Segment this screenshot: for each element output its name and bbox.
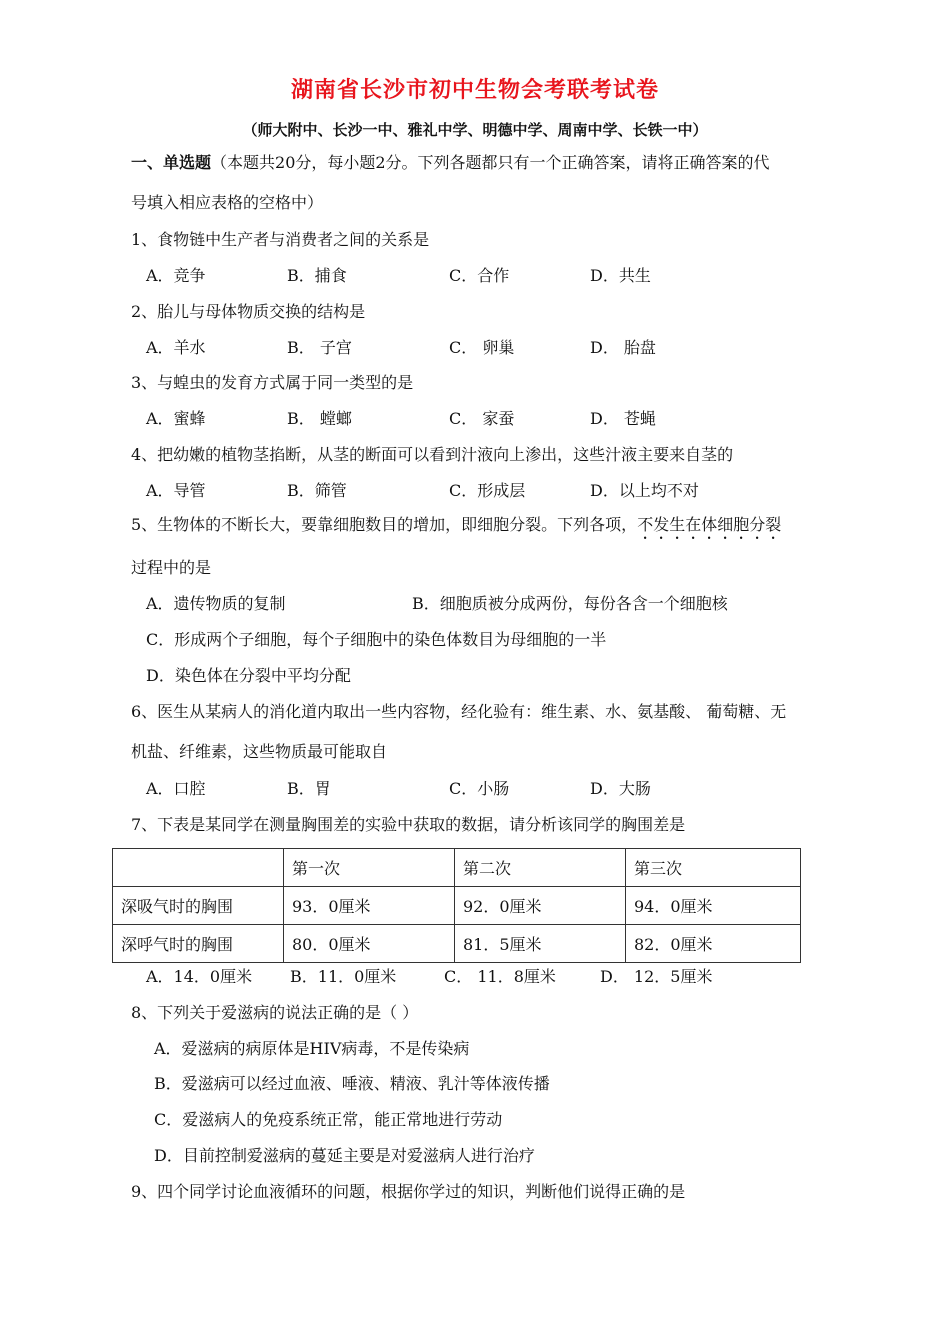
question-6-option-d: D．大肠: [590, 779, 651, 798]
table-cell: 92．0厘米: [455, 887, 626, 925]
exam-title: 湖南省长沙市初中生物会考联考试卷: [290, 78, 659, 103]
section-1-heading: 一、单选题: [131, 153, 212, 172]
question-7-option-a: A．14．0厘米: [146, 967, 253, 986]
chest-measurement-table: [112, 848, 801, 963]
table-header-cell: 第三次: [626, 849, 801, 887]
table-header-cell: [113, 849, 284, 887]
question-1-option-b: B．捕食: [287, 266, 347, 285]
question-5-option-d: D．染色体在分裂中平均分配: [146, 666, 351, 685]
question-5-option-a: A．遗传物质的复制: [146, 594, 286, 613]
question-6-stem-line2: 机盐、纤维素，这些物质最可能取自: [131, 742, 388, 761]
table-cell: 深呼气时的胸围: [113, 925, 284, 963]
question-2-option-a: A．羊水: [146, 338, 206, 357]
question-6-option-c: C．小肠: [449, 779, 510, 798]
question-3-option-b: B． 螳螂: [287, 409, 352, 428]
question-8-option-d: D．目前控制爱滋病的蔓延主要是对爱滋病人进行治疗: [154, 1146, 535, 1165]
exam-subtitle: （师大附中、长沙一中、雅礼中学、明德中学、周南中学、长铁一中）: [242, 121, 708, 139]
question-6-option-a: A．口腔: [146, 779, 206, 798]
question-5-stem-line1: [131, 514, 781, 543]
question-7-option-b: B．11．0厘米: [290, 967, 397, 986]
question-2-stem: 2、胎儿与母体物质交换的结构是: [131, 302, 366, 321]
table-row: [113, 887, 801, 925]
question-1-stem: 1、食物链中生产者与消费者之间的关系是: [131, 230, 430, 249]
table-cell: 93．0厘米: [284, 887, 455, 925]
question-7-stem: 7、下表是某同学在测量胸围差的实验中获取的数据，请分析该同学的胸围差是: [131, 815, 686, 834]
table-row: [113, 925, 801, 963]
question-3-stem: 3、与蝗虫的发育方式属于同一类型的是: [131, 373, 414, 392]
question-3-option-d: D． 苍蝇: [590, 409, 656, 428]
question-8-option-a: A．爱滋病的病原体是HIV病毒，不是传染病: [154, 1039, 470, 1058]
question-4-option-c: C．形成层: [449, 481, 526, 500]
section-1-instruction-line1: （本题共20分，每小题2分。下列各题都只有一个正确答案，请将正确答案的代: [211, 153, 770, 172]
question-6-stem-line1: 6、医生从某病人的消化道内取出一些内容物，经化验有：维生素、水、氨基酸、 葡萄糖、无: [131, 702, 787, 721]
question-8-option-c: C．爱滋病人的免疫系统正常，能正常地进行劳动: [154, 1110, 503, 1129]
question-5-option-b: B．细胞质被分成两份，每份各含一个细胞核: [412, 594, 728, 613]
question-7-option-d: D． 12．5厘米: [600, 967, 713, 986]
table-cell: 80．0厘米: [284, 925, 455, 963]
question-2-option-d: D． 胎盘: [590, 338, 656, 357]
question-5-stem-line2: 过程中的是: [131, 558, 212, 577]
question-1-option-d: D．共生: [590, 266, 651, 285]
question-3-option-a: A．蜜蜂: [146, 409, 206, 428]
question-5-stem-emphasis: 不发生在体细胞分裂: [637, 515, 782, 534]
section-1-instruction: [131, 152, 770, 174]
table-header-cell: 第一次: [284, 849, 455, 887]
question-7-option-c: C． 11．8厘米: [444, 967, 556, 986]
question-5-option-c: C．形成两个子细胞，每个子细胞中的染色体数目为母细胞的一半: [146, 630, 607, 649]
question-8-option-b: B．爱滋病可以经过血液、唾液、精液、乳汁等体液传播: [154, 1074, 550, 1093]
question-3-option-c: C． 家蚕: [449, 409, 515, 428]
table-cell: 深吸气时的胸围: [113, 887, 284, 925]
table-header-cell: 第二次: [455, 849, 626, 887]
question-1-option-a: A．竞争: [146, 266, 206, 285]
table-cell: 81．5厘米: [455, 925, 626, 963]
table-cell: 94．0厘米: [626, 887, 801, 925]
table-header-row: [113, 849, 801, 887]
question-4-option-d: D．以上均不对: [590, 481, 699, 500]
question-4-stem: 4、把幼嫩的植物茎掐断，从茎的断面可以看到汁液向上渗出，这些汁液主要来自茎的: [131, 445, 734, 464]
question-4-option-b: B．筛管: [287, 481, 347, 500]
question-2-option-b: B． 子宫: [287, 338, 352, 357]
question-6-option-b: B．胃: [287, 779, 331, 798]
question-4-option-a: A．导管: [146, 481, 206, 500]
question-1-option-c: C．合作: [449, 266, 510, 285]
table-cell: 82．0厘米: [626, 925, 801, 963]
question-9-stem: 9、四个同学讨论血液循环的问题，根据你学过的知识，判断他们说得正确的是: [131, 1182, 686, 1201]
section-1-instruction-line2: 号填入相应表格的空格中）: [131, 193, 324, 212]
question-5-stem-pre: 5、生物体的不断长大，要靠细胞数目的增加，即细胞分裂。下列各项，: [131, 515, 638, 534]
question-8-stem: 8、下列关于爱滋病的说法正确的是（ ）: [131, 1003, 419, 1022]
question-2-option-c: C． 卵巢: [449, 338, 515, 357]
